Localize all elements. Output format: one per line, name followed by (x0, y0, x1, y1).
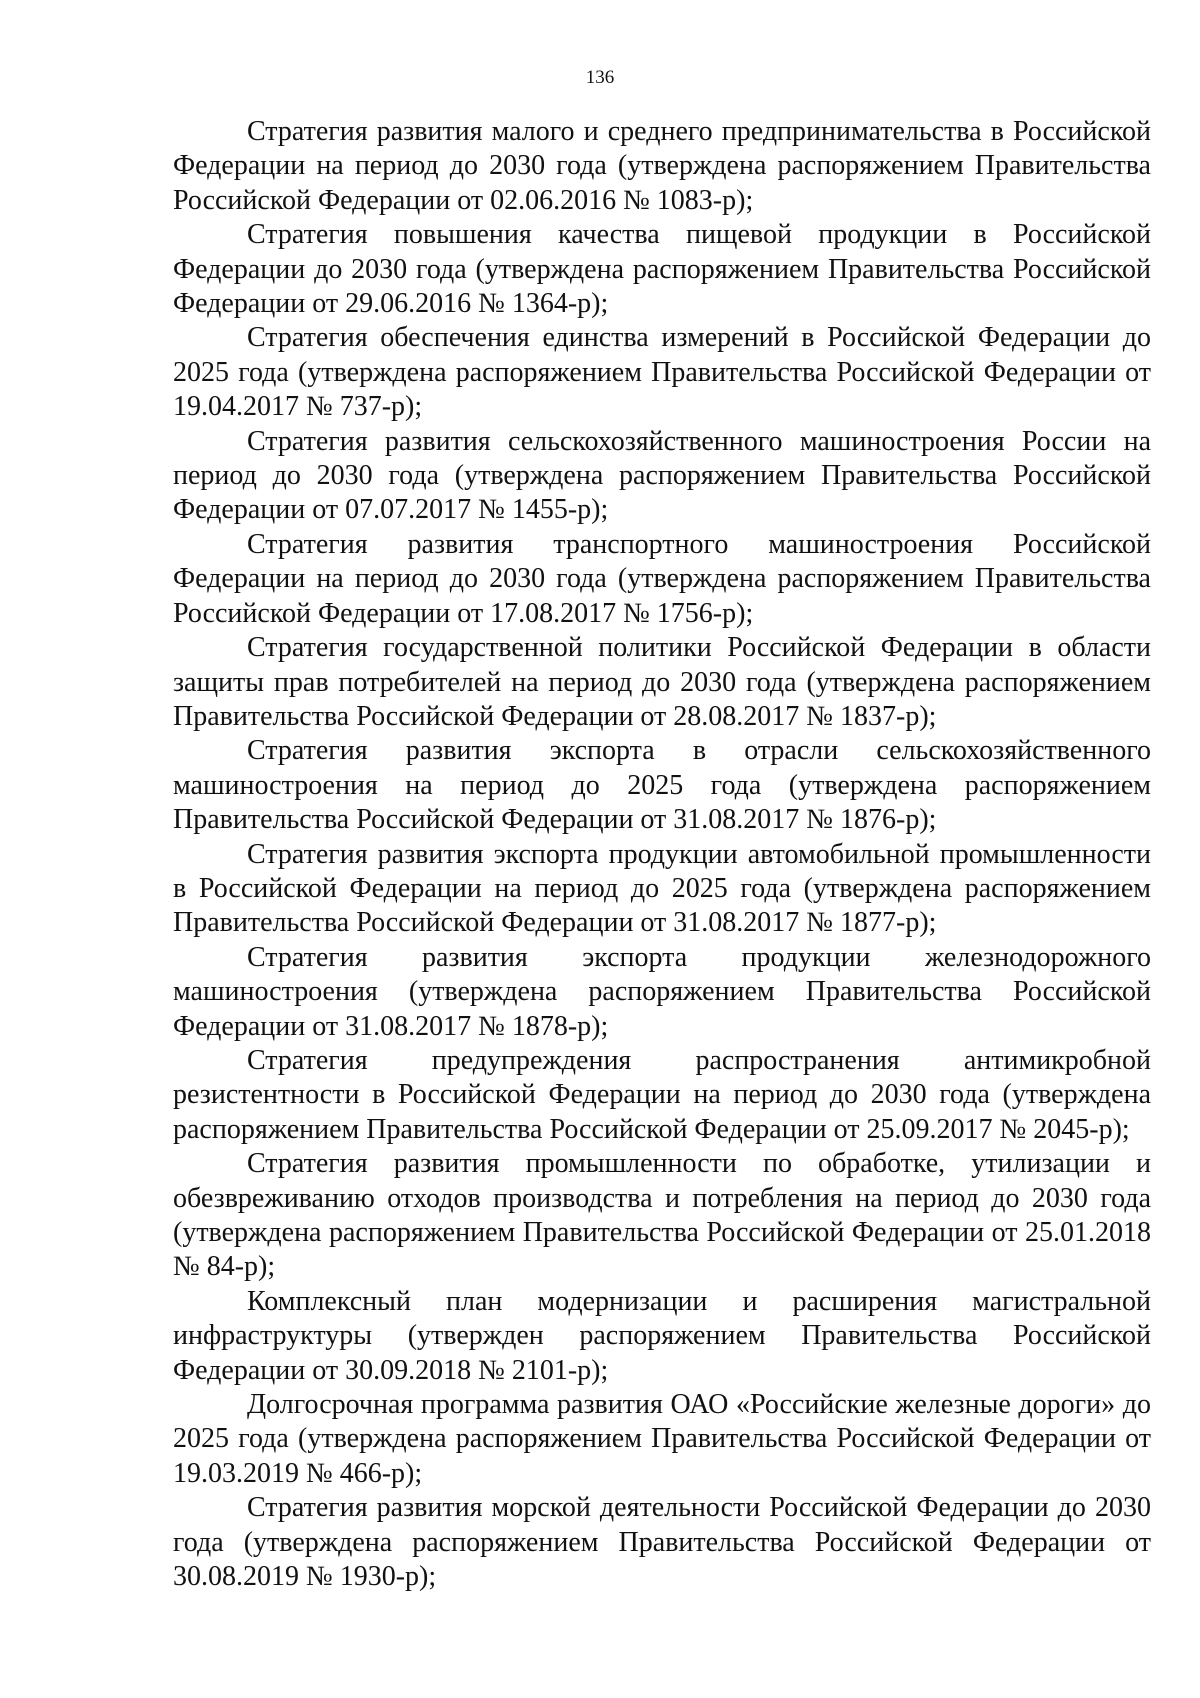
paragraph-program-russian-railways: Долгосрочная программа развития ОАО «Российские железные дороги» до 2025 года (утверждена распоряжением Правительства Российской Федерации от 19.03.2019 № 466-р); (173, 1389, 1151, 1489)
paragraph-strategy-transport-machinery: Стратегия развития транспортного машиностроения Российской Федерации на период до 2030 года (утверждена распоряжением Правительства Российской Федерации от 17.08.2017 № 1756-р); (173, 528, 1151, 629)
paragraph-strategy-consumer-rights: Стратегия государственной политики Российской Федерации в области защиты прав потребителей на период до 2030 года (утверждена распоряжением Правительства Российской Федерации от 28.08.2017 № 1837-р); (173, 632, 1151, 732)
document-body (173, 115, 1151, 1594)
paragraph-strategy-small-business: Стратегия развития малого и среднего предпринимательства в Российской Федерации на период до 2030 года (утверждена распоряжением Правительства Российской Федерации от 02.06.2016 № 1083-р); (173, 116, 1151, 216)
paragraph-strategy-measurement-uniformity: Стратегия обеспечения единства измерений в Российской Федерации до 2025 года (утверждена распоряжением Правительства Российской Федерации от 19.04.2017 № 737-р); (173, 322, 1151, 423)
paragraph-strategy-railway-machinery-export: Стратегия развития экспорта продукции железнодорожного машиностроения (утверждена распоряжением Правительства Российской Федерации от 31.08.2017 № 1878-р); (173, 941, 1151, 1042)
paragraph-plan-trunk-infrastructure: Комплексный план модернизации и расширения магистральной инфраструктуры (утвержден распоряжением Правительства Российской Федерации от 30.09.2018 № 2101-р); (173, 1285, 1151, 1386)
paragraph-strategy-food-quality: Стратегия повышения качества пищевой продукции в Российской Федерации до 2030 года (утверждена распоряжением Правительства Российской Федерации от 29.06.2016 № 1364-р); (173, 219, 1151, 320)
paragraph-strategy-antimicrobial-resistance: Стратегия предупреждения распространения антимикробной резистентности в Российской Федерации на период до 2030 года (утверждена распоряжением Правительства Российской Федерации от 25.09.2017 № 2045-р); (173, 1044, 1151, 1145)
paragraph-strategy-waste-processing: Стратегия развития промышленности по обработке, утилизации и обезвреживанию отходов производства и потребления на период до 2030 года (утверждена распоряжением Правительства Российской Федерации от 25.01.2018 № 84-р); (173, 1148, 1151, 1283)
paragraph-strategy-maritime-activity: Стратегия развития морской деятельности Российской Федерации до 2030 года (утверждена распоряжением Правительства Российской Федерации от 30.08.2019 № 1930-р); (173, 1492, 1151, 1593)
paragraph-strategy-agricultural-machinery: Стратегия развития сельскохозяйственного машиностроения России на период до 2030 года (утверждена распоряжением Правительства Российской Федерации от 07.07.2017 № 1455-р); (173, 425, 1151, 526)
paragraph-strategy-agri-machinery-export: Стратегия развития экспорта в отрасли сельскохозяйственного машиностроения на период до 2025 года (утверждена распоряжением Правительства Российской Федерации от 31.08.2017 № 1876-р); (173, 735, 1151, 836)
paragraph-strategy-automotive-export: Стратегия развития экспорта продукции автомобильной промышленности в Российской Федерации на период до 2025 года (утверждена распоряжением Правительства Российской Федерации от 31.08.2017 № 1877-р); (173, 838, 1151, 939)
page-number: 136 (585, 67, 615, 88)
